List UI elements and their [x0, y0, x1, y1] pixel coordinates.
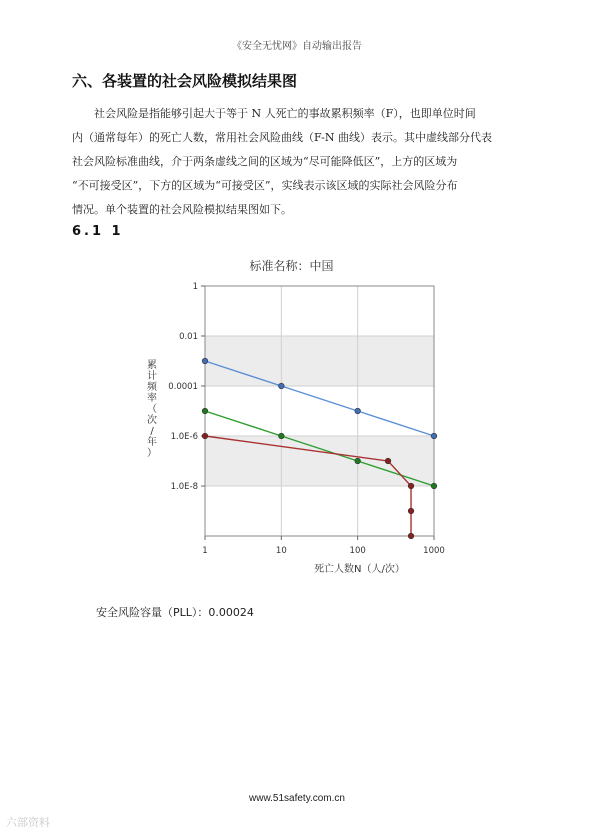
- intro-paragraph: [72, 102, 528, 222]
- plot-frame: [205, 286, 434, 536]
- series-3-point-1: [202, 433, 208, 439]
- shaded-band-2: [205, 436, 434, 486]
- paragraph-line-1-text: 社会风险是指能够引起大于等于 N 人死亡的事故累积频率（F），也即单位时间: [94, 107, 476, 120]
- series-3-point-4: [408, 508, 414, 514]
- paragraph-line-5: 情况。单个装置的社会风险模拟结果图如下。: [72, 203, 292, 216]
- x-tick-label-3: 100: [349, 546, 366, 556]
- series-2-point-3: [355, 458, 361, 464]
- x-tick-label-1: 1: [202, 546, 208, 556]
- page-header: 《安全无忧网》自动输出报告: [232, 41, 362, 52]
- fn-curve-chart: [130, 250, 460, 580]
- x-tick-label-4: 1000: [423, 546, 445, 556]
- series-2-point-2: [279, 433, 285, 439]
- x-tick-label-2: 10: [275, 546, 287, 556]
- fn-chart-svg: [130, 250, 460, 580]
- y-tick-label-1: 1: [192, 282, 198, 292]
- series-1-point-2: [279, 383, 285, 389]
- series-3-point-2: [385, 458, 391, 464]
- y-tick-label-2: 0.01: [179, 332, 198, 342]
- series-1-point-4: [431, 433, 437, 439]
- y-tick-label-5: 1.0E-8: [170, 482, 198, 492]
- pll-value: 安全风险容量（PLL）：0.00024: [96, 606, 254, 619]
- section-title: 六、各装置的社会风险模拟结果图: [72, 72, 298, 90]
- footer-url[interactable]: www.51safety.com.cn: [249, 793, 345, 804]
- shaded-band-1: [205, 336, 434, 386]
- series-3-point-3: [408, 483, 414, 489]
- y-tick-label-4: 1.0E-6: [170, 432, 198, 442]
- series-1-point-3: [355, 408, 361, 414]
- paragraph-line-2: 内（通常每年）的死亡人数，常用社会风险曲线（F-N 曲线）表示。其中虚线部分代表: [72, 131, 492, 144]
- x-axis-label: 死亡人数N（人/次）: [314, 564, 405, 575]
- series-1-point-1: [202, 358, 208, 364]
- series-3-point-5: [408, 533, 414, 539]
- paragraph-line-4: “不可接受区”，下方的区域为“可接受区”，实线表示该区域的实际社会风险分布: [72, 179, 458, 192]
- series-2-point-4: [431, 483, 437, 489]
- series-2-point-1: [202, 408, 208, 414]
- y-tick-label-3: 0.0001: [168, 382, 198, 392]
- subsection-title: 6.1 1: [72, 224, 124, 239]
- chart-title: 标准名称：中国: [249, 259, 334, 273]
- watermark-text: 六部资料: [6, 816, 50, 829]
- y-axis-label: 累计频率（次/年）: [147, 360, 157, 459]
- paragraph-line-1: [72, 102, 528, 126]
- paragraph-line-3: 社会风险标准曲线，介于两条虚线之间的区域为“尽可能降低区”，上方的区域为: [72, 155, 458, 168]
